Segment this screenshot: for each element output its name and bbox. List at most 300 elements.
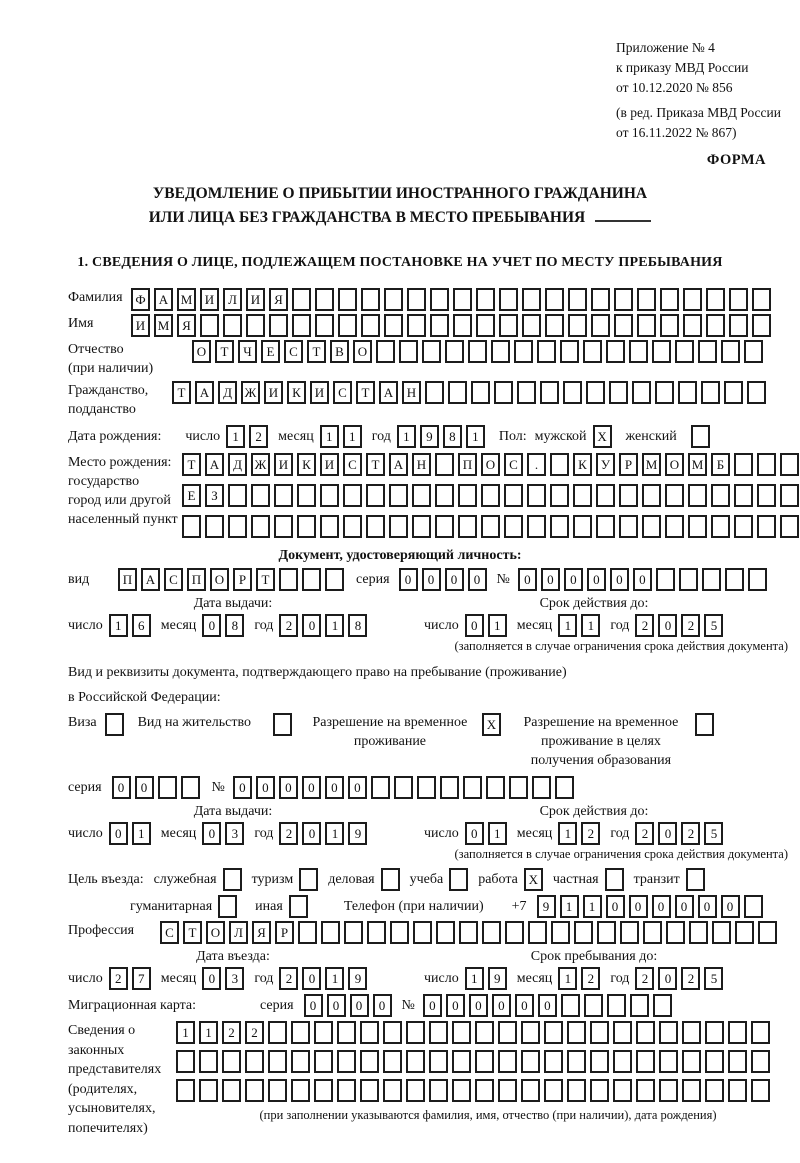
char-box[interactable]	[751, 1050, 770, 1073]
char-box[interactable]	[596, 484, 615, 507]
char-box[interactable]: 3	[225, 822, 244, 845]
char-box[interactable]	[701, 381, 720, 404]
char-box[interactable]	[430, 288, 449, 311]
char-box[interactable]	[430, 314, 449, 337]
char-box[interactable]: 2	[635, 822, 654, 845]
char-box[interactable]	[637, 288, 656, 311]
char-box[interactable]: Н	[402, 381, 421, 404]
char-box[interactable]	[367, 921, 386, 944]
char-box[interactable]: 0	[373, 994, 392, 1017]
char-box[interactable]	[522, 288, 541, 311]
char-box[interactable]: С	[343, 453, 362, 476]
char-box[interactable]: 1	[558, 614, 577, 637]
char-box[interactable]: А	[141, 568, 160, 591]
char-box[interactable]	[182, 515, 201, 538]
char-box[interactable]	[666, 921, 685, 944]
char-box[interactable]	[268, 1050, 287, 1073]
char-box[interactable]: Т	[215, 340, 234, 363]
char-box[interactable]	[711, 484, 730, 507]
char-box[interactable]	[291, 1079, 310, 1102]
char-box[interactable]: Т	[256, 568, 275, 591]
char-box[interactable]: 1	[132, 822, 151, 845]
char-box[interactable]: 0	[541, 568, 560, 591]
char-box[interactable]	[338, 288, 357, 311]
char-box[interactable]	[550, 515, 569, 538]
char-box[interactable]	[567, 1079, 586, 1102]
char-box[interactable]: Ж	[241, 381, 260, 404]
char-box[interactable]	[561, 994, 580, 1017]
char-box[interactable]	[682, 1079, 701, 1102]
char-box[interactable]	[505, 921, 524, 944]
char-box[interactable]: Я	[269, 288, 288, 311]
char-box[interactable]: 0	[302, 967, 321, 990]
char-box[interactable]	[199, 1079, 218, 1102]
char-box[interactable]: П	[118, 568, 137, 591]
char-box[interactable]: 2	[681, 614, 700, 637]
char-box[interactable]	[614, 314, 633, 337]
char-box[interactable]: 0	[658, 822, 677, 845]
char-box[interactable]: 0	[325, 776, 344, 799]
char-box[interactable]	[245, 1079, 264, 1102]
char-box[interactable]: О	[353, 340, 372, 363]
char-box[interactable]: 0	[492, 994, 511, 1017]
char-box[interactable]	[458, 515, 477, 538]
char-box[interactable]	[315, 314, 334, 337]
char-box[interactable]: 0	[445, 568, 464, 591]
char-box[interactable]	[435, 484, 454, 507]
char-box[interactable]: О	[206, 921, 225, 944]
char-box[interactable]	[223, 314, 242, 337]
char-box[interactable]: 0	[109, 822, 128, 845]
char-box[interactable]: А	[195, 381, 214, 404]
char-box[interactable]: 1	[581, 614, 600, 637]
char-box[interactable]	[655, 381, 674, 404]
char-box[interactable]: Я	[252, 921, 271, 944]
char-box[interactable]: Е	[182, 484, 201, 507]
char-box[interactable]	[481, 484, 500, 507]
char-box[interactable]: В	[330, 340, 349, 363]
char-box[interactable]	[532, 776, 551, 799]
char-box[interactable]	[527, 484, 546, 507]
char-box[interactable]: .	[527, 453, 546, 476]
char-box[interactable]	[509, 776, 528, 799]
char-box[interactable]: 1	[176, 1021, 195, 1044]
char-box[interactable]	[752, 288, 771, 311]
char-box[interactable]	[568, 314, 587, 337]
char-box[interactable]	[176, 1079, 195, 1102]
char-box[interactable]: 2	[279, 822, 298, 845]
char-box[interactable]: 2	[249, 425, 268, 448]
char-box[interactable]	[636, 1050, 655, 1073]
char-box[interactable]	[734, 515, 753, 538]
char-box[interactable]	[721, 340, 740, 363]
char-box[interactable]	[573, 515, 592, 538]
char-box[interactable]: М	[642, 453, 661, 476]
char-box[interactable]: 7	[132, 967, 151, 990]
char-box[interactable]	[665, 484, 684, 507]
char-box[interactable]: 0	[279, 776, 298, 799]
char-box[interactable]	[757, 484, 776, 507]
char-box[interactable]: И	[320, 453, 339, 476]
char-box[interactable]: Р	[275, 921, 294, 944]
char-box[interactable]	[413, 921, 432, 944]
residence-permit-checkbox[interactable]	[273, 713, 292, 736]
char-box[interactable]: 8	[225, 614, 244, 637]
char-box[interactable]: С	[333, 381, 352, 404]
char-box[interactable]: 2	[279, 967, 298, 990]
char-box[interactable]	[314, 1050, 333, 1073]
char-box[interactable]	[614, 288, 633, 311]
char-box[interactable]: 0	[515, 994, 534, 1017]
char-box[interactable]	[291, 1050, 310, 1073]
char-box[interactable]	[383, 1021, 402, 1044]
char-box[interactable]	[274, 484, 293, 507]
char-box[interactable]	[586, 381, 605, 404]
char-box[interactable]	[583, 340, 602, 363]
char-box[interactable]	[706, 288, 725, 311]
char-box[interactable]	[384, 288, 403, 311]
char-box[interactable]	[366, 484, 385, 507]
char-box[interactable]: 0	[348, 776, 367, 799]
char-box[interactable]: 1	[465, 967, 484, 990]
char-box[interactable]	[412, 484, 431, 507]
char-box[interactable]	[360, 1079, 379, 1102]
char-box[interactable]	[251, 515, 270, 538]
char-box[interactable]: Т	[356, 381, 375, 404]
char-box[interactable]	[406, 1079, 425, 1102]
char-box[interactable]: Т	[307, 340, 326, 363]
char-box[interactable]	[504, 515, 523, 538]
char-box[interactable]	[445, 340, 464, 363]
char-box[interactable]	[527, 515, 546, 538]
char-box[interactable]	[619, 484, 638, 507]
char-box[interactable]: 0	[465, 614, 484, 637]
char-box[interactable]	[550, 453, 569, 476]
char-box[interactable]: 1	[109, 614, 128, 637]
char-box[interactable]	[476, 314, 495, 337]
char-box[interactable]	[325, 568, 344, 591]
char-box[interactable]	[498, 1079, 517, 1102]
char-box[interactable]	[522, 314, 541, 337]
char-box[interactable]	[744, 340, 763, 363]
char-box[interactable]: О	[481, 453, 500, 476]
char-box[interactable]: 0	[233, 776, 252, 799]
char-box[interactable]	[297, 515, 316, 538]
char-box[interactable]	[725, 568, 744, 591]
char-box[interactable]: И	[200, 288, 219, 311]
char-box[interactable]	[573, 484, 592, 507]
char-box[interactable]	[734, 453, 753, 476]
char-box[interactable]	[642, 484, 661, 507]
char-box[interactable]	[689, 921, 708, 944]
char-box[interactable]: А	[379, 381, 398, 404]
char-box[interactable]	[475, 1079, 494, 1102]
char-box[interactable]	[453, 288, 472, 311]
char-box[interactable]: Ф	[131, 288, 150, 311]
char-box[interactable]: 0	[135, 776, 154, 799]
char-box[interactable]: 6	[132, 614, 151, 637]
char-box[interactable]	[205, 515, 224, 538]
char-box[interactable]	[337, 1079, 356, 1102]
char-box[interactable]	[228, 515, 247, 538]
char-box[interactable]	[486, 776, 505, 799]
char-box[interactable]	[752, 314, 771, 337]
char-box[interactable]: 0	[302, 822, 321, 845]
visa-checkbox[interactable]	[105, 713, 124, 736]
char-box[interactable]	[366, 515, 385, 538]
char-box[interactable]	[636, 1079, 655, 1102]
char-box[interactable]	[291, 1021, 310, 1044]
char-box[interactable]	[475, 1050, 494, 1073]
char-box[interactable]	[642, 515, 661, 538]
char-box[interactable]: Т	[182, 453, 201, 476]
purpose-study-checkbox[interactable]	[449, 868, 468, 891]
char-box[interactable]	[688, 515, 707, 538]
char-box[interactable]	[555, 776, 574, 799]
char-box[interactable]	[584, 994, 603, 1017]
char-box[interactable]: 0	[698, 895, 717, 918]
char-box[interactable]	[545, 314, 564, 337]
char-box[interactable]	[613, 1079, 632, 1102]
char-box[interactable]	[521, 1021, 540, 1044]
char-box[interactable]	[245, 1050, 264, 1073]
char-box[interactable]: 0	[302, 776, 321, 799]
purpose-other-checkbox[interactable]	[289, 895, 308, 918]
char-box[interactable]: 1	[325, 967, 344, 990]
char-box[interactable]	[361, 314, 380, 337]
char-box[interactable]: 0	[350, 994, 369, 1017]
char-box[interactable]: 0	[112, 776, 131, 799]
char-box[interactable]: 0	[399, 568, 418, 591]
char-box[interactable]	[702, 568, 721, 591]
char-box[interactable]	[675, 340, 694, 363]
char-box[interactable]	[636, 1021, 655, 1044]
char-box[interactable]	[609, 381, 628, 404]
char-box[interactable]	[491, 340, 510, 363]
char-box[interactable]	[705, 1079, 724, 1102]
char-box[interactable]: 8	[348, 614, 367, 637]
char-box[interactable]	[574, 921, 593, 944]
char-box[interactable]: 0	[538, 994, 557, 1017]
char-box[interactable]	[780, 453, 799, 476]
char-box[interactable]	[656, 568, 675, 591]
char-box[interactable]	[751, 1021, 770, 1044]
char-box[interactable]	[567, 1050, 586, 1073]
char-box[interactable]	[734, 484, 753, 507]
char-box[interactable]: Н	[412, 453, 431, 476]
char-box[interactable]: И	[246, 288, 265, 311]
char-box[interactable]: К	[297, 453, 316, 476]
char-box[interactable]: 0	[468, 568, 487, 591]
char-box[interactable]	[181, 776, 200, 799]
char-box[interactable]	[665, 515, 684, 538]
char-box[interactable]	[361, 288, 380, 311]
char-box[interactable]: 0	[518, 568, 537, 591]
char-box[interactable]	[711, 515, 730, 538]
char-box[interactable]	[476, 288, 495, 311]
char-box[interactable]	[688, 484, 707, 507]
char-box[interactable]: 1	[488, 822, 507, 845]
char-box[interactable]: 2	[222, 1021, 241, 1044]
char-box[interactable]: Т	[172, 381, 191, 404]
char-box[interactable]: З	[205, 484, 224, 507]
char-box[interactable]	[683, 314, 702, 337]
char-box[interactable]	[521, 1079, 540, 1102]
char-box[interactable]: 1	[343, 425, 362, 448]
purpose-work-checkbox[interactable]: X	[524, 868, 543, 891]
char-box[interactable]	[683, 288, 702, 311]
char-box[interactable]: 8	[443, 425, 462, 448]
char-box[interactable]	[498, 1050, 517, 1073]
char-box[interactable]	[698, 340, 717, 363]
char-box[interactable]	[158, 776, 177, 799]
char-box[interactable]	[653, 994, 672, 1017]
char-box[interactable]: 0	[633, 568, 652, 591]
char-box[interactable]	[482, 921, 501, 944]
char-box[interactable]	[337, 1050, 356, 1073]
char-box[interactable]	[607, 994, 626, 1017]
char-box[interactable]: 0	[202, 822, 221, 845]
char-box[interactable]	[545, 288, 564, 311]
char-box[interactable]	[435, 515, 454, 538]
char-box[interactable]	[228, 484, 247, 507]
char-box[interactable]	[452, 1021, 471, 1044]
char-box[interactable]	[199, 1050, 218, 1073]
char-box[interactable]: 9	[488, 967, 507, 990]
char-box[interactable]	[371, 776, 390, 799]
char-box[interactable]	[383, 1079, 402, 1102]
char-box[interactable]: С	[504, 453, 523, 476]
char-box[interactable]: 0	[652, 895, 671, 918]
char-box[interactable]: Т	[366, 453, 385, 476]
char-box[interactable]: 2	[581, 822, 600, 845]
char-box[interactable]	[343, 484, 362, 507]
char-box[interactable]: А	[154, 288, 173, 311]
char-box[interactable]	[269, 314, 288, 337]
char-box[interactable]: 2	[109, 967, 128, 990]
char-box[interactable]	[222, 1079, 241, 1102]
char-box[interactable]	[590, 1050, 609, 1073]
char-box[interactable]	[744, 895, 763, 918]
char-box[interactable]: 2	[681, 967, 700, 990]
char-box[interactable]: 1	[583, 895, 602, 918]
sex-male-checkbox[interactable]: X	[593, 425, 612, 448]
char-box[interactable]	[463, 776, 482, 799]
char-box[interactable]	[540, 381, 559, 404]
char-box[interactable]: 1	[560, 895, 579, 918]
char-box[interactable]: А	[389, 453, 408, 476]
char-box[interactable]	[389, 484, 408, 507]
char-box[interactable]	[338, 314, 357, 337]
char-box[interactable]: Д	[218, 381, 237, 404]
char-box[interactable]	[475, 1021, 494, 1044]
char-box[interactable]	[406, 1021, 425, 1044]
char-box[interactable]	[724, 381, 743, 404]
char-box[interactable]: И	[264, 381, 283, 404]
char-box[interactable]: К	[573, 453, 592, 476]
char-box[interactable]: К	[287, 381, 306, 404]
char-box[interactable]: 0	[658, 967, 677, 990]
char-box[interactable]	[630, 994, 649, 1017]
char-box[interactable]	[596, 515, 615, 538]
char-box[interactable]	[471, 381, 490, 404]
char-box[interactable]	[499, 288, 518, 311]
char-box[interactable]: 0	[721, 895, 740, 918]
temp-residence-education-checkbox[interactable]	[695, 713, 714, 736]
char-box[interactable]: Р	[619, 453, 638, 476]
purpose-tourism-checkbox[interactable]	[299, 868, 318, 891]
char-box[interactable]	[544, 1079, 563, 1102]
char-box[interactable]: 0	[606, 895, 625, 918]
char-box[interactable]	[452, 1079, 471, 1102]
char-box[interactable]: О	[210, 568, 229, 591]
char-box[interactable]	[458, 484, 477, 507]
char-box[interactable]	[390, 921, 409, 944]
char-box[interactable]: М	[177, 288, 196, 311]
char-box[interactable]	[619, 515, 638, 538]
char-box[interactable]	[297, 484, 316, 507]
char-box[interactable]	[637, 314, 656, 337]
purpose-humanitarian-checkbox[interactable]	[218, 895, 237, 918]
char-box[interactable]	[383, 1050, 402, 1073]
char-box[interactable]: 0	[202, 614, 221, 637]
char-box[interactable]	[757, 515, 776, 538]
char-box[interactable]	[394, 776, 413, 799]
char-box[interactable]	[399, 340, 418, 363]
char-box[interactable]	[429, 1050, 448, 1073]
char-box[interactable]: Л	[223, 288, 242, 311]
char-box[interactable]	[590, 1079, 609, 1102]
char-box[interactable]: 5	[704, 822, 723, 845]
char-box[interactable]	[728, 1079, 747, 1102]
char-box[interactable]	[591, 288, 610, 311]
char-box[interactable]: П	[458, 453, 477, 476]
char-box[interactable]	[417, 776, 436, 799]
char-box[interactable]	[448, 381, 467, 404]
char-box[interactable]: 1	[397, 425, 416, 448]
char-box[interactable]: 0	[629, 895, 648, 918]
char-box[interactable]: 0	[422, 568, 441, 591]
char-box[interactable]	[302, 568, 321, 591]
char-box[interactable]	[682, 1021, 701, 1044]
char-box[interactable]	[268, 1021, 287, 1044]
char-box[interactable]: 0	[304, 994, 323, 1017]
char-box[interactable]	[321, 921, 340, 944]
char-box[interactable]	[660, 314, 679, 337]
char-box[interactable]: О	[192, 340, 211, 363]
char-box[interactable]: Я	[177, 314, 196, 337]
char-box[interactable]	[567, 1021, 586, 1044]
char-box[interactable]: Т	[183, 921, 202, 944]
char-box[interactable]	[544, 1050, 563, 1073]
char-box[interactable]	[705, 1021, 724, 1044]
char-box[interactable]	[729, 288, 748, 311]
char-box[interactable]	[320, 515, 339, 538]
purpose-official-checkbox[interactable]	[223, 868, 242, 891]
char-box[interactable]: 0	[446, 994, 465, 1017]
char-box[interactable]	[551, 921, 570, 944]
char-box[interactable]	[705, 1050, 724, 1073]
char-box[interactable]: Ч	[238, 340, 257, 363]
char-box[interactable]: С	[160, 921, 179, 944]
char-box[interactable]: Д	[228, 453, 247, 476]
char-box[interactable]: 1	[558, 967, 577, 990]
purpose-private-checkbox[interactable]	[605, 868, 624, 891]
char-box[interactable]	[344, 921, 363, 944]
char-box[interactable]: У	[596, 453, 615, 476]
char-box[interactable]: 2	[279, 614, 298, 637]
char-box[interactable]	[337, 1021, 356, 1044]
